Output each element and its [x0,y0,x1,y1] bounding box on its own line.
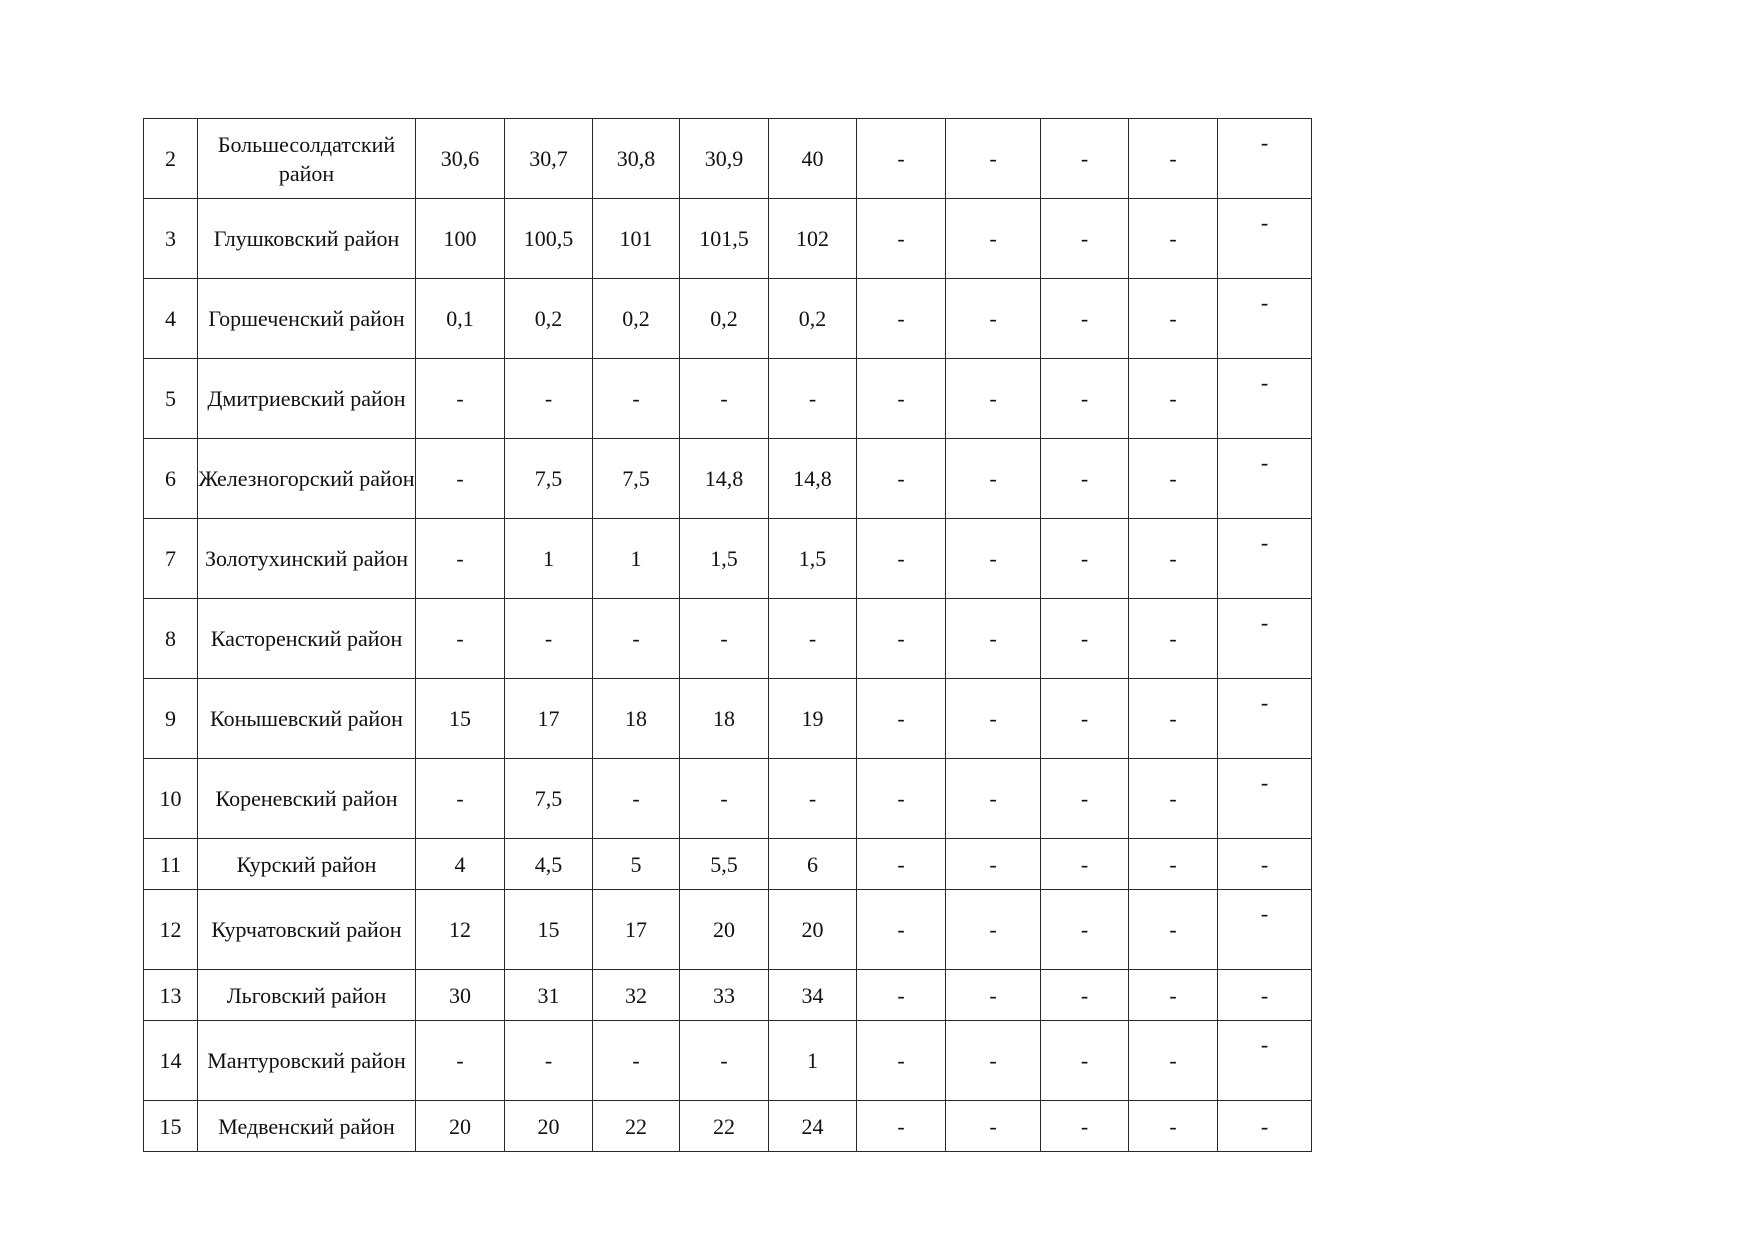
table-row [144,119,1312,199]
row-number-cell: 5 [144,359,198,439]
value-cell: - [857,279,946,359]
value-cell: - [1129,119,1218,199]
value-cell: - [946,759,1041,839]
value-cell: 1 [505,519,593,599]
value-text: - [1260,1032,1269,1057]
value-cell: 7,5 [593,439,680,519]
value-cell: - [857,759,946,839]
value-cell: - [505,359,593,439]
value-cell: 30,8 [593,119,680,199]
value-cell: 17 [593,890,680,970]
value-cell: - [857,970,946,1021]
value-cell: - [946,970,1041,1021]
district-name-cell: Конышевский район [198,679,416,759]
value-cell: - [1041,519,1129,599]
value-cell: - [1041,359,1129,439]
value-cell: - [680,359,769,439]
value-cell: 6 [769,839,857,890]
value-cell: 1,5 [680,519,769,599]
value-cell: 5 [593,839,680,890]
value-cell: 15 [505,890,593,970]
value-cell: - [680,759,769,839]
value-cell: - [416,519,505,599]
value-cell: - [1129,839,1218,890]
row-number-cell: 2 [144,119,198,199]
value-cell: 31 [505,970,593,1021]
district-name-cell: Большесолдатский район [198,119,416,199]
value-cell: - [1129,1101,1218,1152]
district-name-cell: Золотухинский район [198,519,416,599]
value-cell: 18 [593,679,680,759]
value-cell: - [946,199,1041,279]
value-cell: - [593,599,680,679]
table-row [144,970,1312,1021]
value-cell: - [416,759,505,839]
value-cell: 12 [416,890,505,970]
value-cell: - [857,199,946,279]
row-number-cell: 12 [144,890,198,970]
value-cell: 14,8 [769,439,857,519]
value-cell: - [946,439,1041,519]
table-row [144,599,1312,679]
value-cell: - [1129,439,1218,519]
value-cell: - [593,1021,680,1101]
value-cell: - [946,599,1041,679]
value-cell: 34 [769,970,857,1021]
table-row [144,439,1312,519]
value-cell: - [857,599,946,679]
value-cell: - [946,279,1041,359]
value-cell: - [1129,199,1218,279]
value-text: - [1260,901,1269,926]
row-number-cell: 13 [144,970,198,1021]
value-cell [1218,199,1312,279]
value-cell: - [1041,679,1129,759]
value-text: - [1260,130,1269,155]
value-cell: - [946,359,1041,439]
value-cell: 1 [593,519,680,599]
table-row [144,199,1312,279]
table-row [144,890,1312,970]
value-text: - [1260,982,1269,1008]
value-cell: 7,5 [505,759,593,839]
value-cell: - [946,890,1041,970]
table-row [144,759,1312,839]
value-cell: - [680,599,769,679]
value-cell: 5,5 [680,839,769,890]
value-cell: - [946,1021,1041,1101]
value-cell [1218,599,1312,679]
value-cell: - [1129,679,1218,759]
value-cell: - [416,439,505,519]
value-text: - [1260,290,1269,315]
value-cell [1218,359,1312,439]
value-cell [1218,119,1312,199]
value-cell [1218,1021,1312,1101]
value-cell: - [769,599,857,679]
value-cell: - [1129,599,1218,679]
value-cell: - [1041,119,1129,199]
row-number-cell: 7 [144,519,198,599]
value-cell: - [1129,970,1218,1021]
value-text: - [1260,610,1269,635]
value-cell: - [1041,439,1129,519]
value-cell: 22 [593,1101,680,1152]
row-number-cell: 9 [144,679,198,759]
value-text: - [1260,690,1269,715]
value-cell: 15 [416,679,505,759]
row-number-cell: 8 [144,599,198,679]
value-cell: - [1041,759,1129,839]
value-text: - [1260,530,1269,555]
value-cell: 7,5 [505,439,593,519]
value-cell: - [1041,1101,1129,1152]
value-cell: - [946,519,1041,599]
table-row [144,279,1312,359]
value-cell: - [1041,599,1129,679]
district-name-cell: Дмитриевский район [198,359,416,439]
value-cell: - [769,359,857,439]
value-cell: 33 [680,970,769,1021]
row-number-cell: 10 [144,759,198,839]
value-cell: 19 [769,679,857,759]
value-cell: - [505,1021,593,1101]
value-cell: 18 [680,679,769,759]
district-name-cell: Глушковский район [198,199,416,279]
row-number-cell: 3 [144,199,198,279]
value-cell: - [1041,279,1129,359]
value-cell: 4,5 [505,839,593,890]
value-cell [1218,759,1312,839]
value-cell: - [857,439,946,519]
value-cell: - [769,759,857,839]
value-cell: - [593,359,680,439]
table-row [144,1021,1312,1101]
district-data-table [143,118,1312,1152]
value-cell: 20 [680,890,769,970]
table-row [144,359,1312,439]
district-name-cell: Курчатовский район [198,890,416,970]
value-cell: 102 [769,199,857,279]
value-cell: 100 [416,199,505,279]
value-cell: 14,8 [680,439,769,519]
value-text: - [1260,851,1269,877]
table-row [144,1101,1312,1152]
value-cell: - [1129,890,1218,970]
value-cell: 101,5 [680,199,769,279]
row-number-cell: 11 [144,839,198,890]
value-cell: 30,9 [680,119,769,199]
district-name-cell: Кореневский район [198,759,416,839]
table-body [144,119,1312,1152]
value-cell: - [416,1021,505,1101]
value-cell: 30 [416,970,505,1021]
row-number-cell: 14 [144,1021,198,1101]
value-cell: - [416,359,505,439]
district-name-cell: Мантуровский район [198,1021,416,1101]
row-number-cell: 6 [144,439,198,519]
value-cell: 22 [680,1101,769,1152]
value-cell: - [1041,839,1129,890]
value-cell: 0,2 [680,279,769,359]
table-row [144,679,1312,759]
value-cell: - [416,599,505,679]
value-cell: - [1129,759,1218,839]
value-cell: - [857,119,946,199]
district-name-cell: Железногорский район [198,439,416,519]
value-cell: 1,5 [769,519,857,599]
value-cell: 20 [505,1101,593,1152]
value-cell: - [946,1101,1041,1152]
value-text: - [1260,450,1269,475]
value-text: - [1260,770,1269,795]
value-cell [1218,279,1312,359]
value-cell: - [1041,1021,1129,1101]
value-cell: - [857,839,946,890]
value-cell: 101 [593,199,680,279]
value-cell [1218,839,1312,890]
value-cell: - [505,599,593,679]
district-name-cell: Медвенский район [198,1101,416,1152]
value-cell: 1 [769,1021,857,1101]
district-name-cell: Курский район [198,839,416,890]
district-name-cell: Льговский район [198,970,416,1021]
value-cell: - [1041,199,1129,279]
value-cell [1218,519,1312,599]
district-name-cell: Касторенский район [198,599,416,679]
value-cell: 0,2 [769,279,857,359]
value-cell: 4 [416,839,505,890]
value-cell [1218,970,1312,1021]
value-cell [1218,679,1312,759]
table-row [144,519,1312,599]
value-cell: 30,7 [505,119,593,199]
value-cell: - [946,119,1041,199]
value-cell: 20 [769,890,857,970]
row-number-cell: 15 [144,1101,198,1152]
value-text: - [1260,1113,1269,1139]
value-cell: - [946,839,1041,890]
value-cell: - [857,359,946,439]
value-cell: - [593,759,680,839]
value-cell: 40 [769,119,857,199]
value-cell: - [1129,1021,1218,1101]
district-name-cell: Горшеченский район [198,279,416,359]
value-cell: 0,2 [505,279,593,359]
value-cell: - [857,679,946,759]
value-cell: - [946,679,1041,759]
value-cell: - [857,890,946,970]
value-cell [1218,1101,1312,1152]
value-cell: - [857,519,946,599]
value-cell: - [1129,519,1218,599]
value-cell: 17 [505,679,593,759]
row-number-cell: 4 [144,279,198,359]
value-text: - [1260,370,1269,395]
value-text: - [1260,210,1269,235]
value-cell: 20 [416,1101,505,1152]
table-row [144,839,1312,890]
value-cell: - [1041,970,1129,1021]
value-cell: - [1129,359,1218,439]
value-cell: - [857,1101,946,1152]
value-cell: - [680,1021,769,1101]
value-cell: 24 [769,1101,857,1152]
value-cell: 0,2 [593,279,680,359]
value-cell: 30,6 [416,119,505,199]
value-cell: 32 [593,970,680,1021]
value-cell: 100,5 [505,199,593,279]
value-cell: - [857,1021,946,1101]
value-cell: 0,1 [416,279,505,359]
value-cell: - [1129,279,1218,359]
value-cell [1218,890,1312,970]
value-cell [1218,439,1312,519]
value-cell: - [1041,890,1129,970]
